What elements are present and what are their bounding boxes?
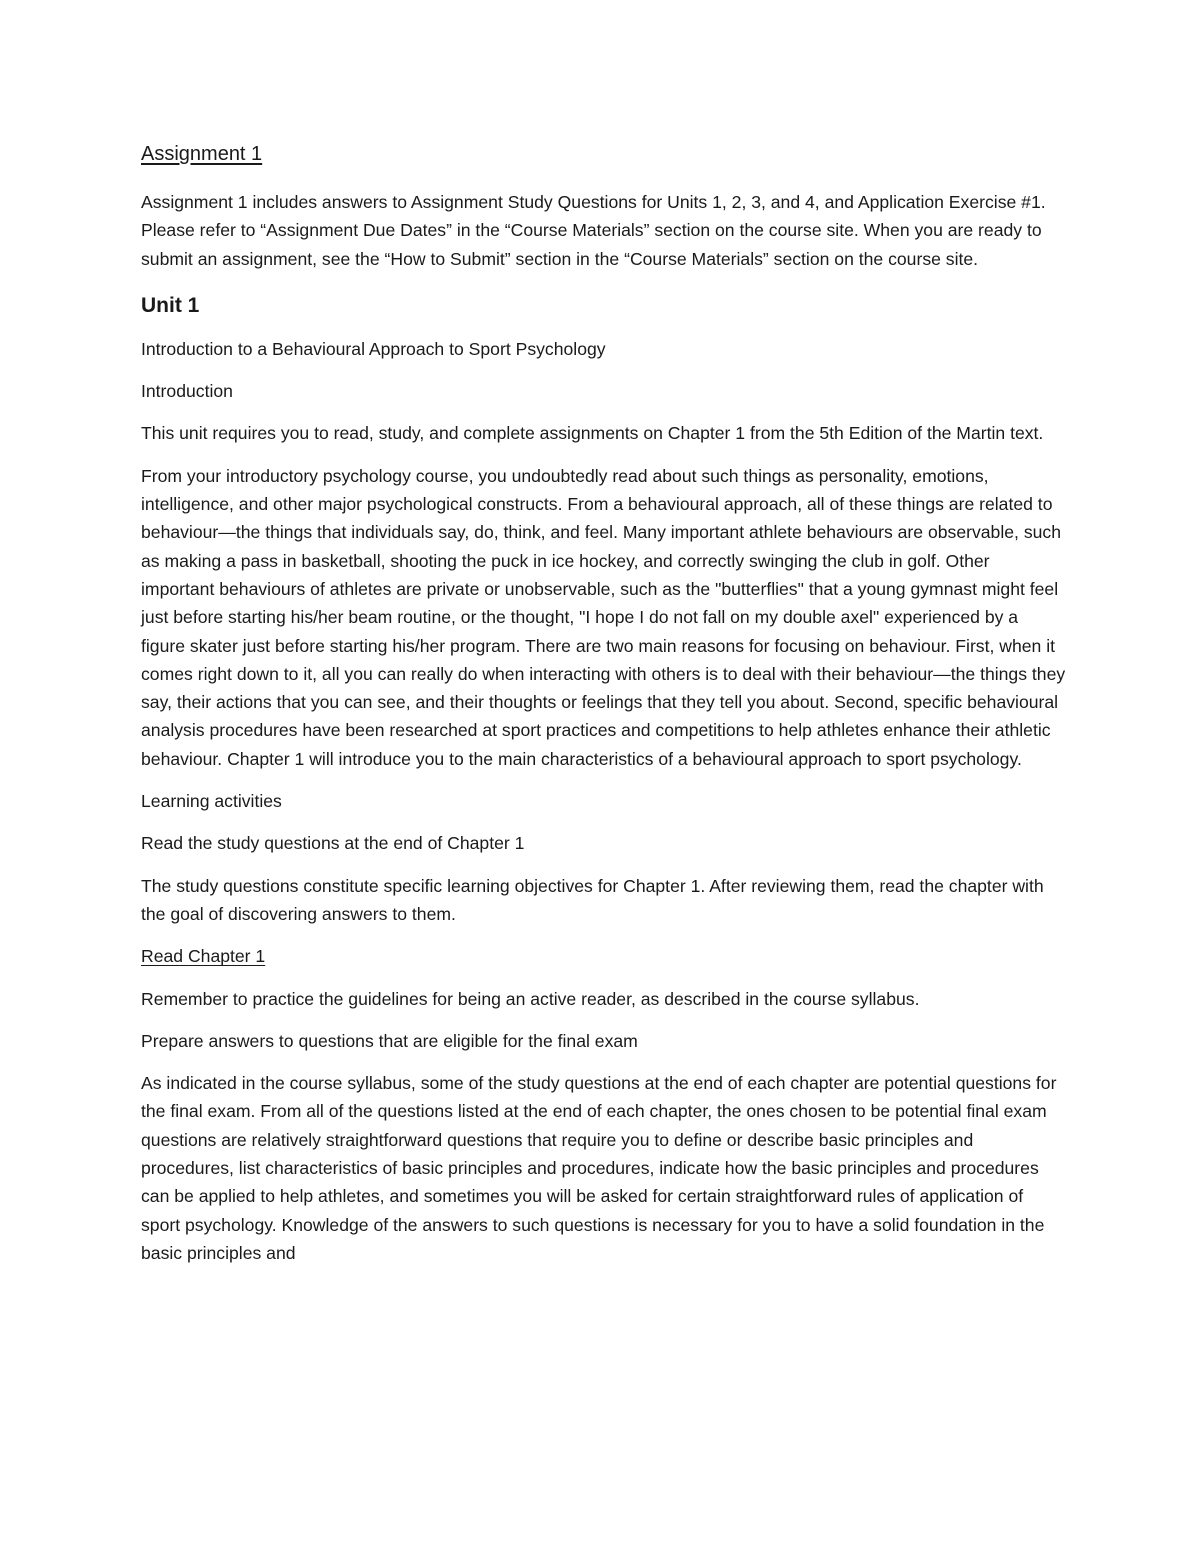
final-paragraph: As indicated in the course syllabus, some of the study questions at the end of each chapter are potential questions for the final exam. From all of the questions listed at the end of each chapter, the ones chosen to be potential final exam questions are relatively straightforward questions that require you to define or describe basic principles and procedures, list characteristics of basic principles and procedures, indicate how the basic principles and procedures can be applied to help athletes, and sometimes you will be asked for certain straightforward rules of application of sport psychology. Knowledge of the answers to such questions is necessary for you to have a solid foundation in the basic principles and (141, 1073, 1057, 1263)
prepare-label: Prepare answers to questions that are eligible for the final exam (141, 1030, 638, 1051)
assignment-intro: Assignment 1 includes answers to Assignment Study Questions for Units 1, 2, 3, and 4, and Application Exercise #1. Please refer to “Assignment Due Dates” in the “Course Materials” section on the course site. When you are ready to submit an assignment, see the “How to Submit” section in the “Course Materials” section on the course site. (141, 192, 1046, 269)
remember-text: Remember to practice the guidelines for being an active reader, as described in the course syllabus. (141, 988, 920, 1009)
read-questions-label: Read the study questions at the end of Chapter 1 (141, 833, 525, 854)
intro-text: This unit requires you to read, study, and complete assignments on Chapter 1 from the 5th Edition of the Martin text. (141, 423, 1044, 444)
study-questions-text: The study questions constitute specific learning objectives for Chapter 1. After reviewing them, read the chapter with the goal of discovering answers to them. (141, 875, 1044, 924)
assignment-heading: Assignment 1 (141, 143, 263, 165)
intro-label: Introduction (141, 381, 233, 402)
document-page (141, 140, 1066, 1281)
unit-title: Introduction to a Behavioural Approach to Sport Psychology (141, 338, 606, 359)
body-paragraph: From your introductory psychology course, you undoubtedly read about such things as personality, emotions, intelligence, and other major psychological constructs. From a behavioural approach, all of these things are related to behaviour—the things that individuals say, do, think, and feel. Many important athlete behaviours are observable, such as making a pass in basketball, shooting the puck in ice hockey, and correctly swinging the club in golf. Other important behaviours of athletes are private or unobservable, such as the "butterflies" that a young gymnast might feel just before starting his/her beam routine, or the thought, "I hope I do not fall on my double axel" experienced by a figure skater just before starting his/her program. There are two main reasons for focusing on behaviour. First, when it comes right down to it, all you can really do when interacting with others is to deal with their behaviour—the things they say, their actions that you can see, and their thoughts or feelings that they tell you about. Second, specific behavioural analysis procedures have been researched at sport practices and competitions to help athletes enhance their athletic behaviour. Chapter 1 will introduce you to the main characteristics of a behavioural approach to sport psychology. (141, 465, 1066, 769)
read-chapter-label: Read Chapter 1 (141, 946, 266, 967)
unit-heading: Unit 1 (141, 293, 200, 317)
learning-activities-label: Learning activities (141, 791, 282, 812)
